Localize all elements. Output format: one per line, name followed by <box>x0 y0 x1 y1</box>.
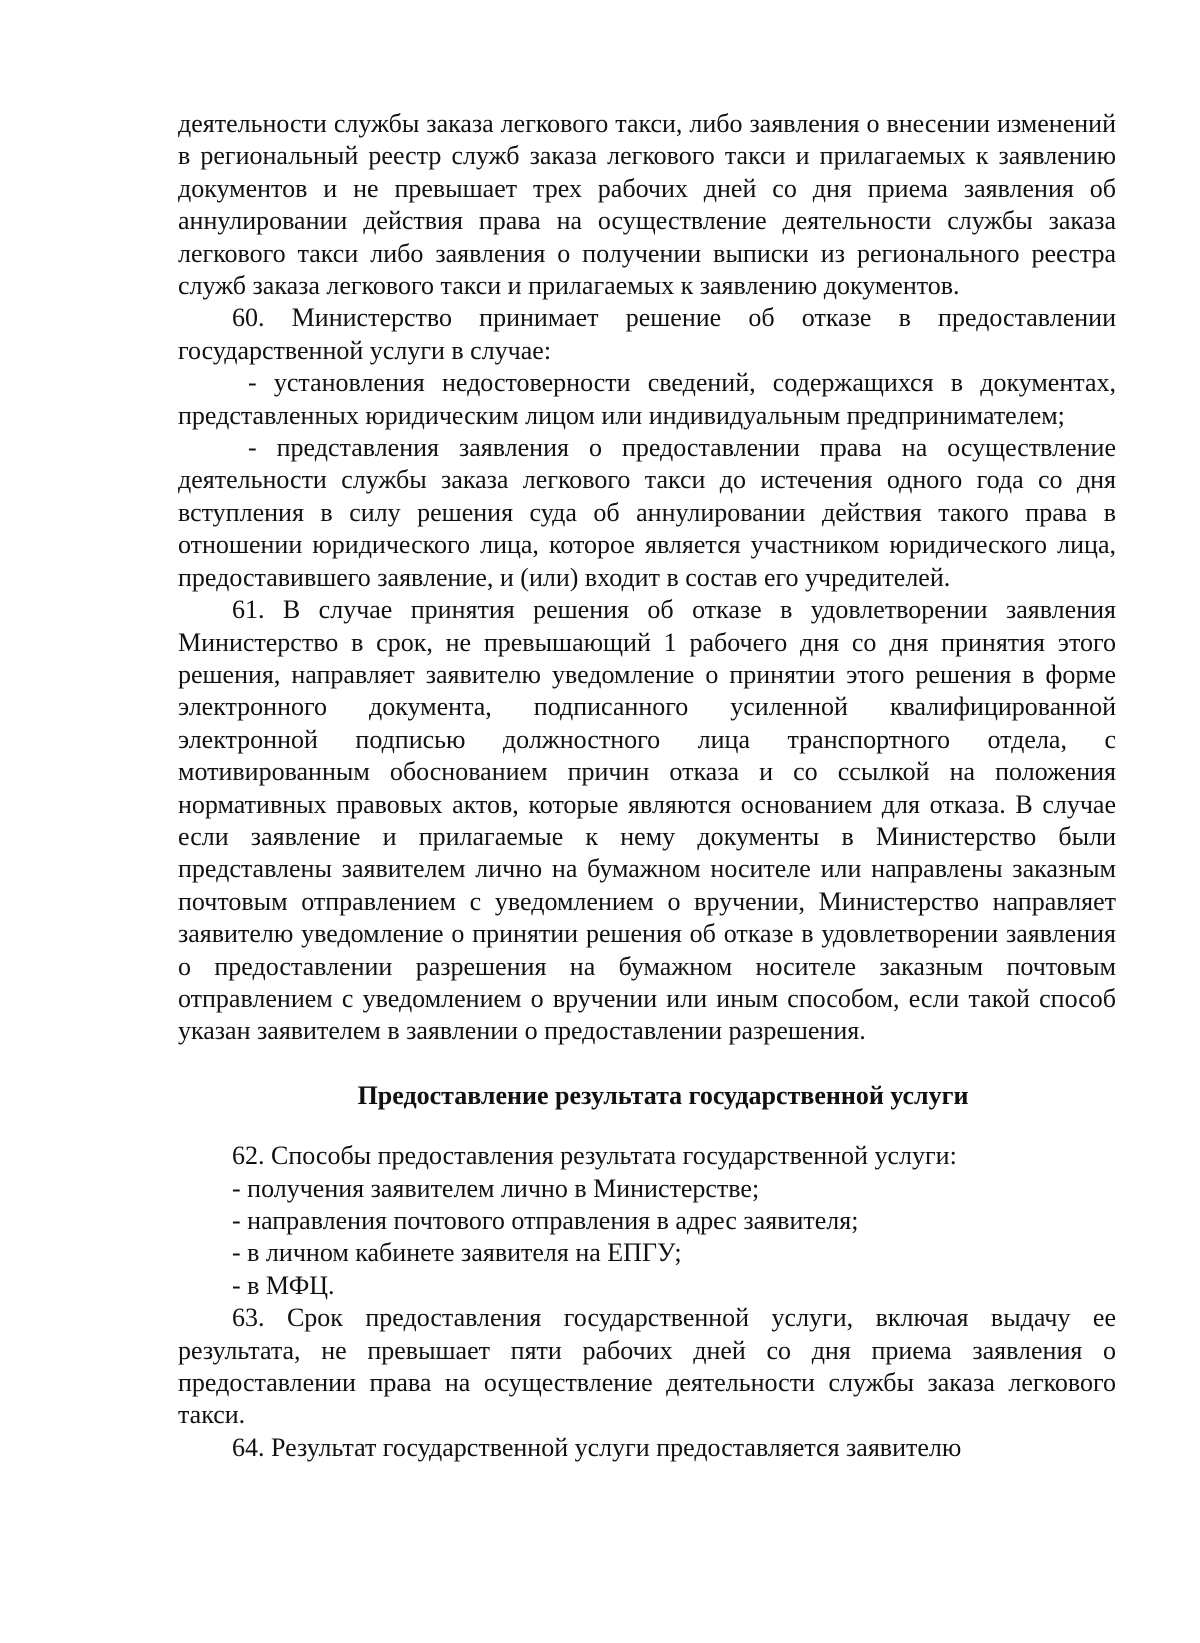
paragraph-60-item-2: - представления заявления о предоставлении права на осуществление деятельности службы заказа легкового такси до истечения одного года со дня вступления в силу решения суда об аннулировании действия такого права в отношении юридического лица, которое является участником юридического лица, предоставившего заявление, и (или) входит в состав его учредителей. <box>178 433 1116 592</box>
paragraph-64: 64. Результат государственной услуги предоставляется заявителю <box>232 1432 962 1462</box>
paragraph-continuation: деятельности службы заказа легкового такси, либо заявления о внесении изменений в региональный реестр служб заказа легкового такси и прилагаемых к заявлению документов и не превышает трех рабочих дней со дня приема заявления об аннулировании действия права на осуществление деятельности службы заказа легкового такси либо заявления о получении выписки из регионального реестра служб заказа легкового такси и прилагаемых к заявлению документов. <box>178 109 1116 301</box>
paragraph-60-item-1: - установления недостоверности сведений, содержащихся в документах, представленных юридическим лицом или индивидуальным предпринимателем; <box>178 368 1116 430</box>
paragraph-63: 63. Срок предоставления государственной услуги, включая выдачу ее результата, не превышает пяти рабочих дней со дня приема заявления о предоставлении права на осуществление деятельности службы заказа легкового такси. <box>178 1303 1116 1430</box>
list-item: - в МФЦ. <box>232 1270 335 1300</box>
list-item: - в личном кабинете заявителя на ЕПГУ; <box>232 1238 682 1268</box>
section-heading: Предоставление результата государственной услуги <box>357 1080 969 1110</box>
paragraph-62-intro: 62. Способы предоставления результата государственной услуги: <box>232 1141 957 1171</box>
document-body <box>178 108 1116 1464</box>
list-item: - направления почтового отправления в адрес заявителя; <box>232 1206 859 1235</box>
paragraph-60: 60. Министерство принимает решение об отказе в предоставлении государственной услуги в случае: <box>178 303 1116 365</box>
paragraph-61: 61. В случае принятия решения об отказе в удовлетворении заявления Министерство в срок, не превышающий 1 рабочего дня со дня принятия этого решения, направляет заявителю уведомление о принятии этого решения в форме электронного документа, подписанного усиленной квалифицированной электронной подписью должностного лица транспортного отдела, с мотивированным обоснованием причин отказа и со ссылкой на положения нормативных правовых актов, которые являются основанием для отказа. В случае если заявление и прилагаемые к нему документы в Министерство были представлены заявителем лично на бумажном носителе или направлены заказным почтовым отправлением с уведомлением о вручении, Министерство направляет заявителю уведомление о принятии решения об отказе в удовлетворении заявления о предоставлении разрешения на бумажном носителе заказным почтовым отправлением с уведомлением о вручении или иным способом, если такой способ указан заявителем в заявлении о предоставлении разрешения. <box>178 595 1116 1046</box>
list-item: - получения заявителем лично в Министерстве; <box>232 1173 760 1203</box>
